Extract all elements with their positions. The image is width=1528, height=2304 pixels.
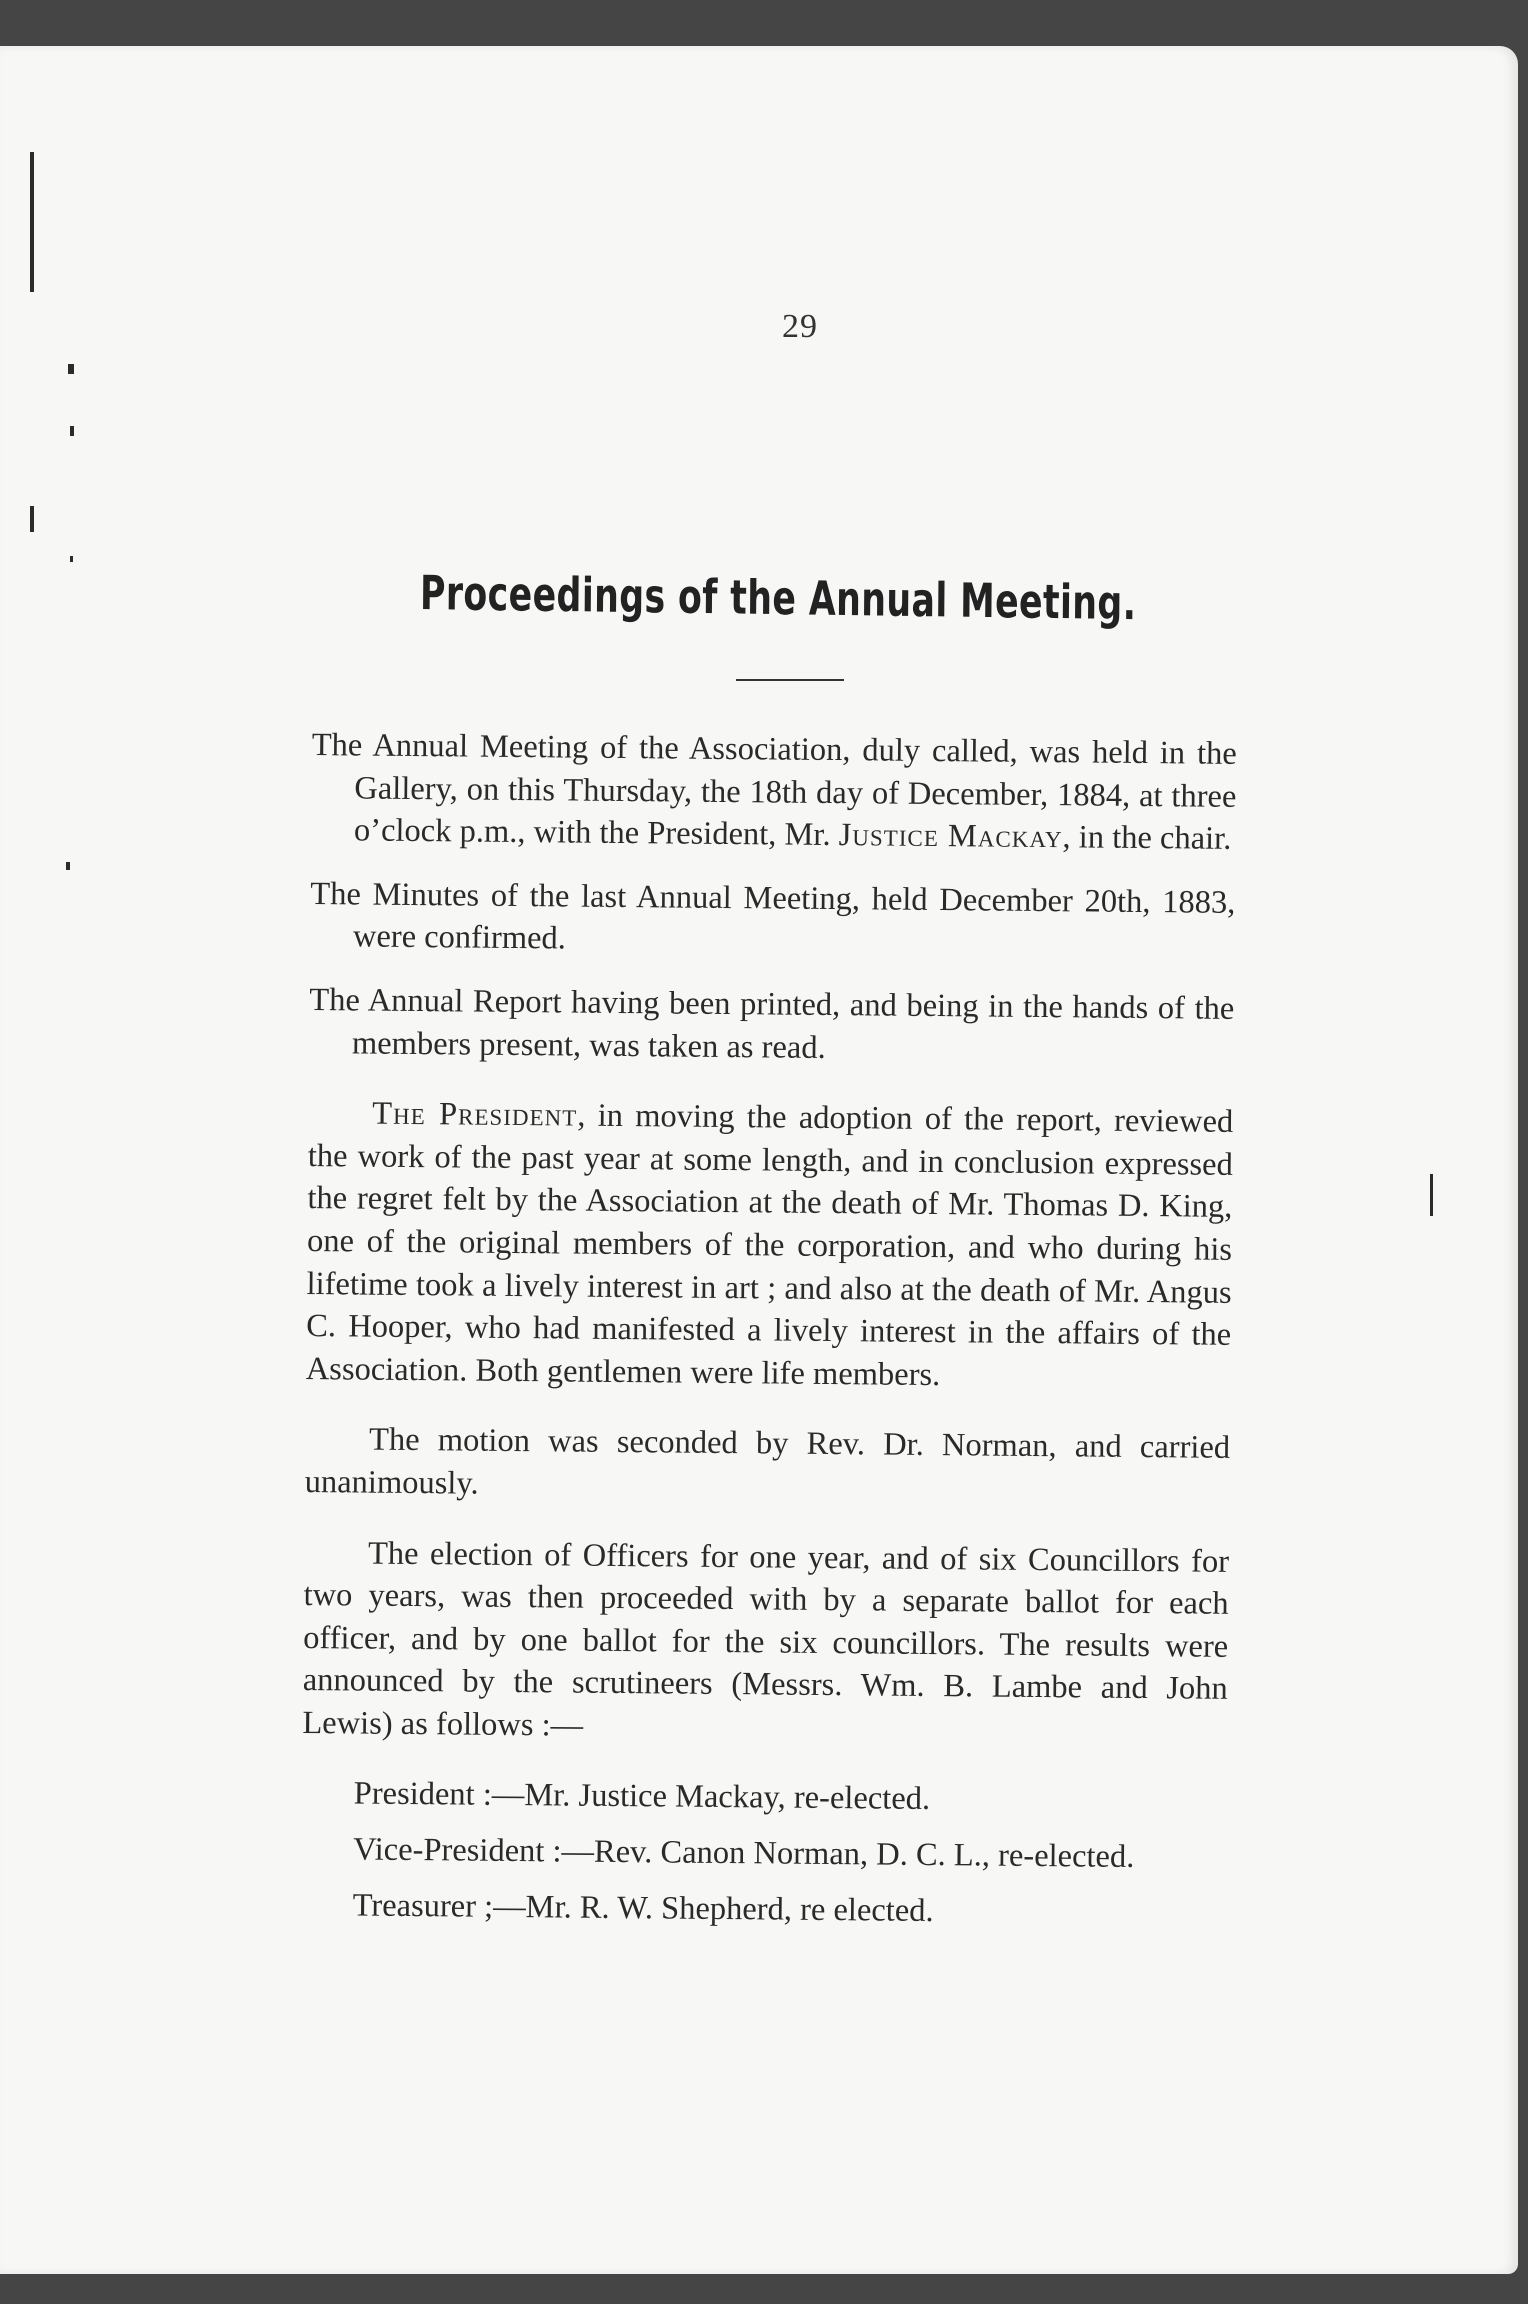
binding-mark xyxy=(70,556,73,562)
page-title: Proceedings of the Annual Meeting. xyxy=(419,566,1137,632)
binding-mark xyxy=(70,426,74,436)
president-lead: The President xyxy=(372,1095,578,1134)
officer-treasurer: Treasurer ;—Mr. R. W. Shepherd, re elected. xyxy=(352,1887,934,1929)
officer-vice-president: Vice-President :—Rev. Canon Norman, D. C. L., re-elected. xyxy=(353,1831,1135,1876)
binding-mark xyxy=(1430,1174,1433,1216)
binding-mark xyxy=(66,862,70,870)
page-number: 29 xyxy=(782,308,818,345)
paragraph-meeting-called-text: The Annual Meeting of the Association, duly called, was held in the Gallery, on this Thursday, the 18th day of December, 1884, at three o’clock p.m., with the President, Mr. xyxy=(311,726,1237,854)
paragraph-annual-report: The Annual Report having been printed, and being in the hands of the members present, was taken as read. xyxy=(309,981,1235,1066)
chair-name: Justice Mackay xyxy=(838,817,1063,856)
paragraph-motion-seconded: The motion was seconded by Rev. Dr. Norman, and carried unanimously. xyxy=(304,1421,1231,1502)
paragraph-minutes: The Minutes of the last Annual Meeting, held December 20th, 1883, were confirmed. xyxy=(310,875,1236,957)
paragraph-meeting-called xyxy=(311,724,1237,861)
book-page xyxy=(0,46,1518,2274)
officer-president: President :—Mr. Justice Mackay, re-elected. xyxy=(353,1775,931,1818)
title-divider xyxy=(736,679,844,681)
binding-mark xyxy=(30,506,34,532)
paragraph-election: The election of Officers for one year, and of six Councillors for two years, was then proceeded with by a separate ballot for each officer, and by one ballot for the six councillors. The results were announced by the scrutineers (Messrs. Wm. B. Lambe and John Lewis) as follows :— xyxy=(302,1535,1230,1744)
paragraph-president-motion-text: , in moving the adoption of the report, reviewed the work of the past year at some length, and in conclusion expressed the regret felt by the Association at the death of Mr. Thomas D. King, one of the original members of the corporation, and who during his lifetime took a lively interest in art ; and also at the death of Mr. Angus C. Hooper, who had manifested a lively interest in the affairs of the Association. Both gentlemen were life members. xyxy=(305,1097,1234,1393)
paragraph-meeting-called-end: , in the chair. xyxy=(1062,819,1232,858)
paragraph-president-motion xyxy=(306,1092,1234,1399)
binding-mark xyxy=(68,364,74,374)
body-text xyxy=(300,724,1236,1935)
binding-mark xyxy=(30,152,34,292)
